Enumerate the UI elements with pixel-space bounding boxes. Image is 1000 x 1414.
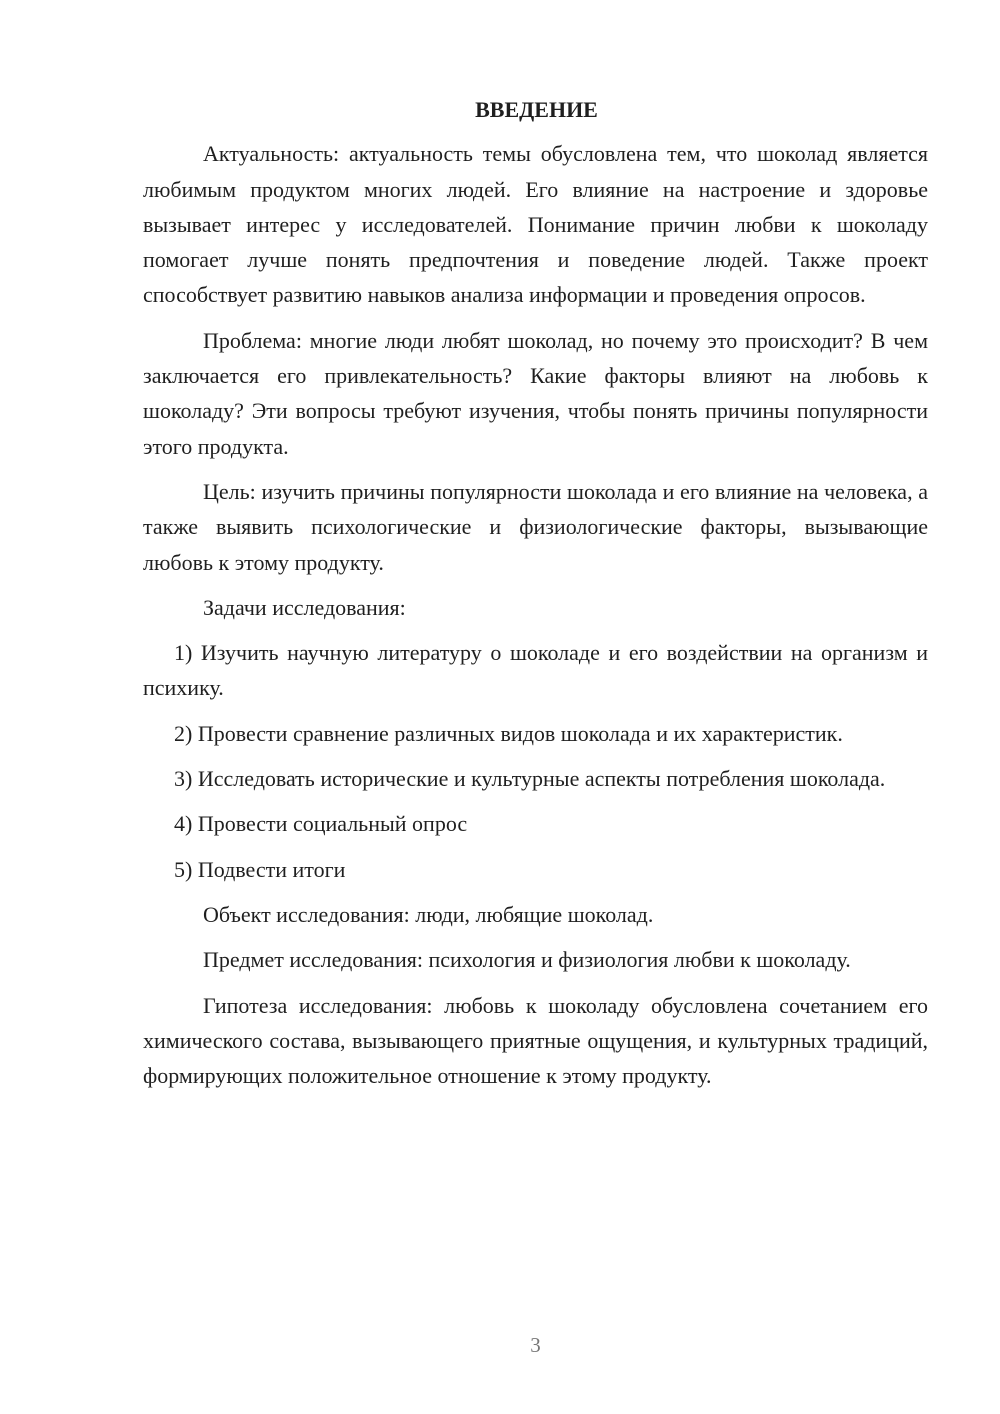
document-title: ВВЕДЕНИЕ [475,97,598,122]
task-item-3: 3) Исследовать исторические и культурные аспекты потребления шоколада. [174,766,886,792]
paragraph-problem: Проблема: многие люди любят шоколад, но почему это происходит? В чем заключается его привлекательность? Какие факторы влияют на любовь к шоколаду? Эти вопросы требуют изучения, чтобы понять причины популярности этого продукта. [143,327,928,459]
tasks-heading: Задачи исследования: [203,594,406,620]
task-item-2: 2) Провести сравнение различных видов шоколада и их характеристик. [174,720,843,746]
paragraph-relevance: Актуальность: актуальность темы обусловлена тем, что шоколад является любимым продуктом многих людей. Его влияние на настроение и здоровье вызывает интерес у исследователей. Понимание причин любви к шоколаду помогает лучше понять предпочтения и поведение людей. Также проект способствует развитию навыков анализа информации и проведения опросов. [143,141,928,308]
document-body [143,92,928,1103]
task-item-1: 1) Изучить научную литературу о шоколаде и его воздействии на организм и психику. [143,640,928,701]
paragraph-object: Объект исследования: люди, любящие шоколад. [203,901,654,927]
task-item-4: 4) Провести социальный опрос [174,811,468,837]
page-number: 3 [530,1333,541,1357]
task-item-5: 5) Подвести итоги [174,856,346,882]
paragraph-goal: Цель: изучить причины популярности шоколада и его влияние на человека, а также выявить психологические и физиологические факторы, вызывающие любовь к этому продукту. [143,478,928,575]
paragraph-hypothesis: Гипотеза исследования: любовь к шоколаду обусловлена сочетанием его химического состава, вызывающего приятные ощущения, и культурных традиций, формирующих положительное отношение к этому продукту. [143,992,928,1089]
paragraph-subject: Предмет исследования: психология и физиология любви к шоколаду. [203,947,851,973]
